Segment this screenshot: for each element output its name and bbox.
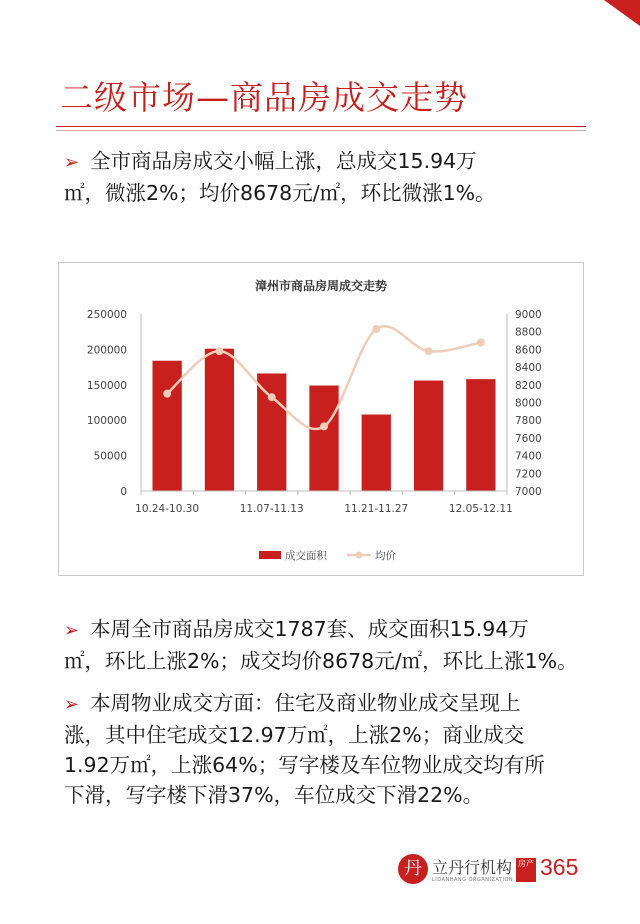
y-left-tick-label: 250000 [86, 309, 127, 321]
bullet-summary [64, 146, 594, 208]
chart-panel [58, 262, 584, 576]
x-tick-label: 10.24-10.30 [135, 503, 200, 515]
brand-logo [384, 850, 584, 894]
x-tick-label: 12.05-12.11 [448, 503, 513, 515]
y-left-tick-label: 100000 [86, 415, 127, 428]
logo-name: 立丹行机构 [432, 858, 513, 877]
y-right-tick-label: 8800 [515, 326, 542, 339]
bullet-property-text-2: 涨，其中住宅成交12.97万㎡，上涨2%；商业成交 [64, 723, 525, 747]
bar-11.07-11.13 [257, 373, 286, 491]
bullet-weekly-line-1 [64, 614, 594, 646]
y-right-tick-label: 9000 [515, 309, 542, 321]
y-right-tick-label: 8200 [515, 379, 542, 392]
y-left-tick-label: 150000 [86, 379, 127, 392]
logo-badge: 房产 [516, 858, 536, 882]
y-right-tick-label: 8600 [515, 344, 542, 357]
logo-subtitle: LIDANHANG ORGANIZATION [432, 877, 514, 883]
right-arrow-icon: ➢ [64, 152, 80, 173]
avg-price-point-11.28-12.04 [425, 347, 433, 355]
bar-11.28-12.04 [414, 381, 443, 491]
y-right-tick-label: 7200 [515, 468, 542, 481]
avg-price-point-10.24-10.30 [163, 390, 171, 398]
bullet-summary-text-1: 全市商品房成交小幅上涨，总成交15.94万 [90, 149, 477, 173]
chart-title: 漳州市商品房周成交走势 [254, 279, 388, 293]
bullet-weekly [64, 614, 594, 676]
x-tick-label: 11.21-11.27 [344, 503, 409, 515]
bullet-weekly-text-2: ㎡，环比上涨2%；成交均价8678元/㎡，环比上涨1%。 [64, 649, 578, 673]
right-arrow-icon: ➢ [64, 694, 80, 715]
bullet-summary-text-2: ㎡，微涨2%；均价8678元/㎡，环比微涨1%。 [64, 181, 496, 205]
weekly-transaction-chart [59, 263, 583, 575]
corner-accent [604, 0, 640, 26]
y-right-tick-label: 7400 [515, 450, 542, 463]
y-left-tick-label: 200000 [86, 344, 127, 357]
bullet-weekly-text-1: 本周全市商品房成交1787套、成交面积15.94万 [90, 617, 529, 641]
avg-price-point-10.31-11.06 [215, 347, 223, 355]
y-right-tick-label: 7800 [515, 415, 542, 428]
bullet-property-text-3: 1.92万㎡，上涨64%；写字楼及车位物业成交均有所 [64, 753, 545, 777]
avg-price-point-11.14-11.20 [320, 422, 328, 430]
y-right-tick-label: 8000 [515, 397, 542, 410]
page-title: 二级市场—商品房成交走势 [60, 78, 468, 117]
logo-mark-icon: 丹 [398, 854, 428, 884]
bullet-property-line-1 [64, 688, 594, 720]
bar-12.05-12.11 [466, 379, 495, 491]
y-right-tick-label: 8400 [515, 362, 542, 375]
bar-10.31-11.06 [205, 349, 234, 491]
x-tick-label: 11.07-11.13 [239, 503, 304, 515]
avg-price-point-11.21-11.27 [372, 325, 380, 333]
legend-line-label: 均价 [375, 550, 396, 562]
title-divider [56, 126, 586, 127]
bullet-property-text-4: 下滑，写字楼下滑37%，车位成交下滑22%。 [64, 783, 484, 807]
logo-number: 365 [540, 854, 579, 880]
y-right-tick-label: 7000 [515, 486, 542, 498]
bar-10.24-10.30 [153, 361, 182, 491]
bullet-property [64, 688, 594, 810]
right-arrow-icon: ➢ [64, 620, 80, 641]
legend-bar-swatch [259, 551, 281, 559]
bullet-property-text-1: 本周物业成交方面：住宅及商业物业成交呈现上 [90, 691, 521, 715]
legend-bar-label: 成交面积 [285, 550, 327, 562]
bar-11.14-11.20 [309, 386, 338, 491]
y-left-tick-label: 0 [120, 486, 127, 498]
bar-11.21-11.27 [362, 415, 391, 491]
avg-price-point-11.07-11.13 [268, 393, 276, 401]
avg-price-point-12.05-12.11 [477, 338, 485, 346]
y-right-tick-label: 7600 [515, 432, 542, 445]
bullet-summary-line-1 [64, 146, 594, 178]
y-left-tick-label: 50000 [93, 450, 127, 463]
legend-line-marker [356, 552, 363, 559]
